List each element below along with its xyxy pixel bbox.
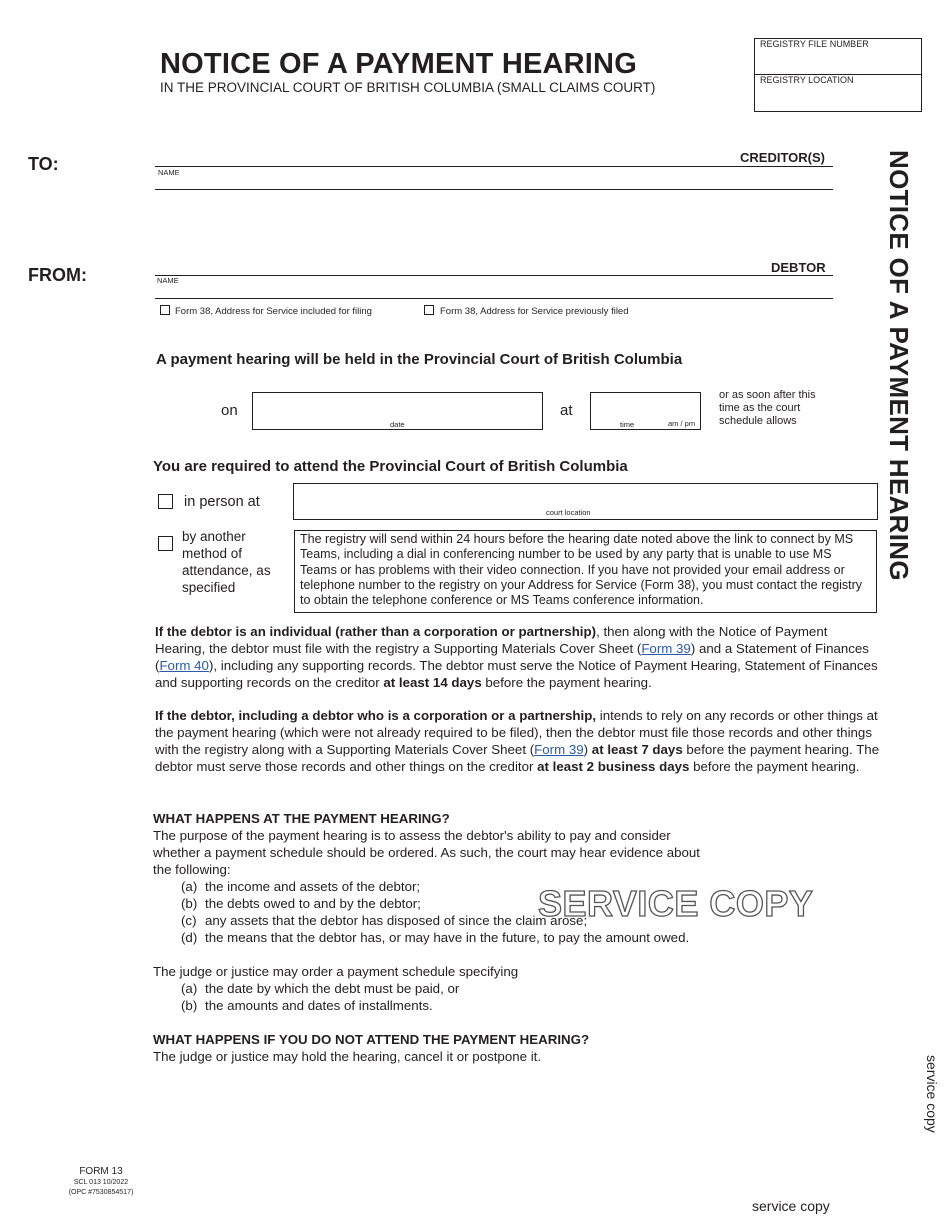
service-copy-watermark: SERVICE COPY xyxy=(538,883,814,924)
para1-text2: ) and a Statement of Finances ( xyxy=(155,641,869,673)
side-service-copy: service copy xyxy=(924,1055,940,1133)
what-happens-intro: The purpose of the payment hearing is to assess the debtor's ability to pay and consider whether a payment schedule should be ordered. As such, the court may hear evidence about the following: xyxy=(153,828,700,877)
para1-text1: , then along with the Notice of Payment Hearing, the debtor must file with the registry a Supporting Materials Cover Sheet ( xyxy=(155,624,828,656)
para2-text1: intends to rely on any records or other things at the payment hearing (which were not already required to be filed), then the debtor must file those records and other things with the registry along with a Supporting Materials Cover Sheet ( xyxy=(155,708,878,757)
para2-text4: before the payment hearing. xyxy=(689,759,860,774)
registry-file-number-label: REGISTRY FILE NUMBER xyxy=(760,39,869,49)
in-person-checkbox[interactable] xyxy=(158,494,173,509)
list-item: (a) the income and assets of the debtor; xyxy=(181,879,421,894)
hearing-heading: A payment hearing will be held in the Provincial Court of British Columbia xyxy=(156,351,683,368)
date-label: date xyxy=(390,420,405,429)
para2-deadline-7: at least 7 days xyxy=(591,742,683,757)
date-field[interactable] xyxy=(252,392,543,430)
ampm-label: am / pm xyxy=(668,419,696,428)
para1-bold: If the debtor is an individual (rather than a corporation or partnership) xyxy=(155,624,597,639)
order-intro: The judge or justice may order a payment schedule specifying xyxy=(153,964,519,979)
from-name-label: NAME xyxy=(157,276,179,285)
from-name-field[interactable] xyxy=(155,279,833,299)
para1-text3: ), including any supporting records. The debtor must serve the Notice of Payment Hearing, Statement of Finances and supporting records on the creditor xyxy=(155,658,878,690)
address-previously-label: Form 38, Address for Service previously filed xyxy=(440,306,629,317)
what-happens-heading: WHAT HAPPENS AT THE PAYMENT HEARING? xyxy=(153,811,450,826)
to-name-label: NAME xyxy=(158,168,180,177)
to-label: TO: xyxy=(28,154,59,174)
from-label: FROM: xyxy=(28,265,87,285)
not-attend-heading: WHAT HAPPENS IF YOU DO NOT ATTEND THE PAYMENT HEARING? xyxy=(153,1032,590,1047)
order-list xyxy=(153,980,713,1014)
to-name-line xyxy=(155,166,833,167)
time-field[interactable] xyxy=(590,392,701,430)
other-method-info: The registry will send within 24 hours before the hearing date noted above the link to connect by MS Teams, including a dial in conferencing number to be used by any party that is unable to use MS Teams or has problems with their video connection. If you have not provided your email address or telephone number to the registry on your Address for Service (Form 38), you must contact the registry to obtain the telephone conference or MS Teams conference information. xyxy=(294,530,877,613)
address-previously-checkbox[interactable] xyxy=(424,305,434,315)
para2-deadline-2: at least 2 business days xyxy=(537,759,690,774)
footer-service-copy: service copy xyxy=(752,1198,830,1214)
list-item: (c) any assets that the debtor has disposed of since the claim arose; xyxy=(181,913,588,928)
form-39-link-2[interactable]: Form 39 xyxy=(534,742,584,757)
registry-location-label: REGISTRY LOCATION xyxy=(760,75,854,85)
individual-debtor-paragraph xyxy=(155,623,880,691)
to-name-field[interactable] xyxy=(155,170,833,190)
list-item: (a) the date by which the debt must be paid, or xyxy=(181,981,460,996)
in-person-label: in person at xyxy=(184,494,260,510)
other-method-label: by another method of attendance, as specified xyxy=(182,529,271,595)
form-opc: (OPC #7530854517) xyxy=(68,1189,134,1196)
creditor-role-label: CREDITOR(S) xyxy=(740,150,825,165)
address-included-checkbox[interactable] xyxy=(160,305,170,315)
registry-file-number-field[interactable] xyxy=(755,39,921,75)
side-title: NOTICE OF A PAYMENT HEARING xyxy=(884,150,914,581)
at-label: at xyxy=(560,402,573,419)
registry-location-field[interactable] xyxy=(755,75,921,111)
not-attend-text: The judge or justice may hold the hearing, cancel it or postpone it. xyxy=(153,1049,542,1064)
form-code: SCL 013 10/2022 xyxy=(73,1179,129,1186)
from-name-line xyxy=(155,275,833,276)
registry-box xyxy=(754,38,922,112)
records-paragraph xyxy=(155,707,880,775)
other-method-checkbox[interactable] xyxy=(158,536,173,551)
court-location-field[interactable] xyxy=(293,483,878,520)
debtor-role-label: DEBTOR xyxy=(771,260,826,275)
para1-deadline: at least 14 days xyxy=(383,675,482,690)
attend-heading: You are required to attend the Provincial Court of British Columbia xyxy=(153,458,628,475)
list-item: (d) the means that the debtor has, or may have in the future, to pay the amount owed. xyxy=(181,930,690,945)
para2-bold: If the debtor, including a debtor who is a corporation or a partnership, xyxy=(155,708,597,723)
form-subtitle: IN THE PROVINCIAL COURT OF BRITISH COLUMBIA (SMALL CLAIMS COURT) xyxy=(160,80,656,95)
form-title: NOTICE OF A PAYMENT HEARING xyxy=(160,48,637,80)
time-label: time xyxy=(620,420,635,429)
form-39-link[interactable]: Form 39 xyxy=(641,641,691,656)
list-item: (b) the debts owed to and by the debtor; xyxy=(181,896,421,911)
para2-text2: ) xyxy=(583,742,592,757)
form-number: FORM 13 xyxy=(79,1166,123,1177)
soon-after-text: or as soon after this time as the court schedule allows xyxy=(719,389,816,427)
para1-text4: before the payment hearing. xyxy=(481,675,652,690)
address-included-label: Form 38, Address for Service included for filing xyxy=(175,306,372,317)
list-item: (b) the amounts and dates of installments. xyxy=(181,998,433,1013)
form-footer xyxy=(66,1165,136,1198)
court-location-label: court location xyxy=(546,508,591,517)
on-label: on xyxy=(221,402,238,419)
para2-text3: before the payment hearing. The debtor must serve those records and other things on the creditor xyxy=(155,742,880,774)
what-happens-section xyxy=(153,810,713,1065)
form-40-link[interactable]: Form 40 xyxy=(159,658,209,673)
